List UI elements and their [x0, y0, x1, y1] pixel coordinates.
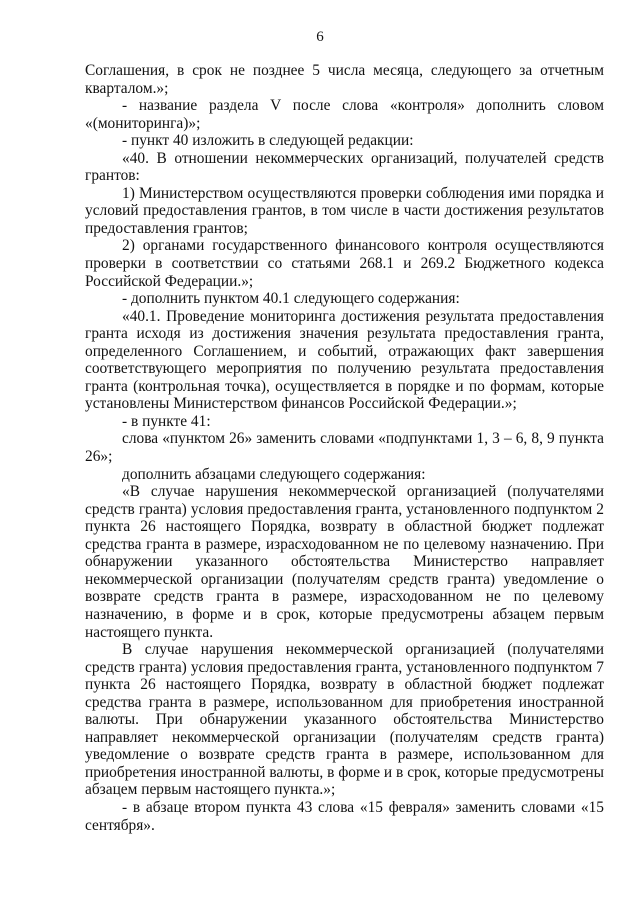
paragraph-point-41-intro: - в пункте 41:	[122, 412, 211, 430]
page-number: 6	[316, 29, 324, 45]
paragraph-amend-section-title: - название раздела V после слова «контроля» дополнить словом «(мониторинга)»;	[85, 97, 604, 132]
document-body	[85, 62, 604, 834]
paragraph-violation-subpoint-2: «В случае нарушения некоммерческой организацией (получателями средств гранта) условия предоставления гранта, установленного подпунктом 2 пункта 26 настоящего Порядка, возврату в областной бюджет подлежат средства гранта в размере, израсходованном не по целевому назначению. При обнаружении указанного обстоятельства Министерство направляет некоммерческой организации (получателям средств гранта) уведомление о возврате средств гранта в размере, израсходованном не по целевому назначению, в форме и в срок, которые предусмотрены абзацем первым настоящего пункта.	[85, 483, 604, 641]
paragraph-add-point-40-1: - дополнить пунктом 40.1 следующего содержания:	[122, 290, 460, 308]
paragraph-point-40-item-2: 2) органами государственного финансового контроля осуществляются проверки в соответствии со статьями 268.1 и 269.2 Бюджетного кодекса Российской Федерации.»;	[85, 237, 604, 290]
paragraph-point-41-add: дополнить абзацами следующего содержания:	[122, 465, 426, 483]
paragraph-point-40-intro: «40. В отношении некоммерческих организаций, получателей средств грантов:	[85, 149, 604, 185]
paragraph-point-43-amend: - в абзаце втором пункта 43 слова «15 февраля» заменить словами «15 сентября».	[85, 798, 604, 834]
paragraph-point-40-1-text: «40.1. Проведение мониторинга достижения результата предоставления гранта исходя из достижения значения результата предоставления гранта, определенного Соглашением, и событий, отражающих факт завершения соответствующего мероприятия по получению результата предоставления гранта (контрольная точка), осуществляется в порядке и по формам, которые установлены Министерством финансов Российской Федерации.»;	[85, 307, 604, 413]
paragraph-amend-point-40: - пункт 40 изложить в следующей редакции:	[122, 132, 414, 150]
paragraph-continuation: Соглашения, в срок не позднее 5 числа месяца, следующего за отчетным кварталом.»;	[85, 62, 604, 97]
paragraph-point-40-item-1: 1) Министерством осуществляются проверки соблюдения ими порядка и условий предоставления грантов, в том числе в части достижения результатов предоставления грантов;	[85, 184, 604, 237]
paragraph-point-41-words: слова «пунктом 26» заменить словами «подпунктами 1, 3 – 6, 8, 9 пункта 26»;	[85, 430, 604, 466]
paragraph-violation-subpoint-7: В случае нарушения некоммерческой организацией (получателями средств гранта) условия предоставления гранта, установленного подпунктом 7 пункта 26 настоящего Порядка, возврату в областной бюджет подлежат средства гранта в размере, использованном для приобретения иностранной валюты. При обнаружении указанного обстоятельства Министерство направляет некоммерческой организации (получателям средств гранта) уведомление о возврате средств гранта в размере, использованном для приобретения иностранной валюты, в форме и в срок, которые предусмотрены абзацем первым настоящего пункта.»;	[85, 641, 604, 799]
